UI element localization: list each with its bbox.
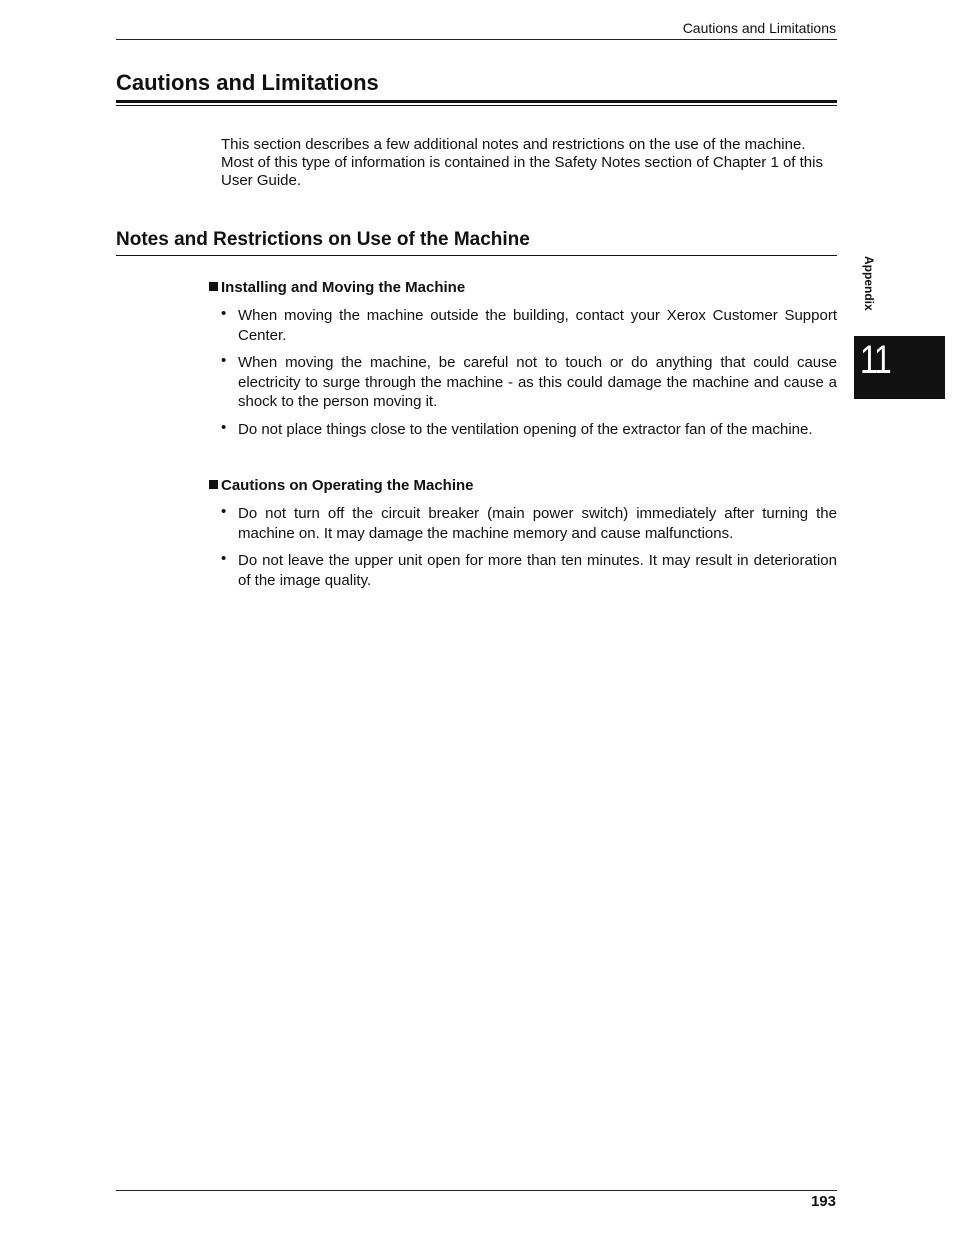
title-divider-thin xyxy=(116,105,837,106)
bullet-list-cautions xyxy=(221,504,837,598)
subheading-cautions xyxy=(209,477,474,495)
list-item xyxy=(221,551,837,590)
running-header: Cautions and Limitations xyxy=(682,20,836,36)
bullet-dot-icon: • xyxy=(221,352,227,369)
chapter-tab xyxy=(854,336,945,399)
footer-divider xyxy=(116,1190,837,1191)
square-bullet-icon xyxy=(209,282,218,291)
list-item xyxy=(221,353,837,412)
header-divider xyxy=(116,39,837,40)
section-title: Notes and Restrictions on Use of the Machine xyxy=(116,229,530,250)
section-divider xyxy=(116,255,837,256)
list-item-text: When moving the machine outside the building, contact your Xerox Customer Support Center. xyxy=(238,307,837,344)
subheading-label: Cautions on Operating the Machine xyxy=(221,477,474,494)
intro-paragraph: This section describes a few additional notes and restrictions on the use of the machine. Most of this type of information is contained in the Safety Notes section of Chapter 1 of this User Guide. xyxy=(221,136,823,189)
bullet-dot-icon: • xyxy=(221,503,227,520)
list-item xyxy=(221,420,837,440)
side-chapter-label xyxy=(862,256,886,326)
page-title: Cautions and Limitations xyxy=(116,70,379,95)
bullet-list-installing xyxy=(221,306,837,447)
list-item xyxy=(221,504,837,543)
page-number: 193 xyxy=(810,1193,836,1210)
list-item-text: Do not leave the upper unit open for more than ten minutes. It may result in deterioration of the image quality. xyxy=(238,552,837,589)
bullet-dot-icon: • xyxy=(221,418,227,436)
list-item-text: Do not turn off the circuit breaker (main power switch) immediately after turning the machine on. It may damage the machine memory and cause malfunctions. xyxy=(238,505,837,542)
square-bullet-icon xyxy=(209,480,218,489)
chapter-number: 11 xyxy=(860,338,891,382)
list-item xyxy=(221,306,837,345)
subheading-installing xyxy=(209,279,465,297)
subheading-label: Installing and Moving the Machine xyxy=(221,279,466,296)
appendix-label: Appendix xyxy=(862,256,876,311)
bullet-dot-icon: • xyxy=(221,550,227,567)
list-item-text: Do not place things close to the ventilation opening of the extractor fan of the machine. xyxy=(238,420,813,438)
bullet-dot-icon: • xyxy=(221,305,227,322)
title-divider-thick xyxy=(116,100,837,103)
list-item-text: When moving the machine, be careful not to touch or do anything that could cause electricity to surge through the machine - as this could damage the machine and cause a shock to the person moving it. xyxy=(238,354,837,410)
